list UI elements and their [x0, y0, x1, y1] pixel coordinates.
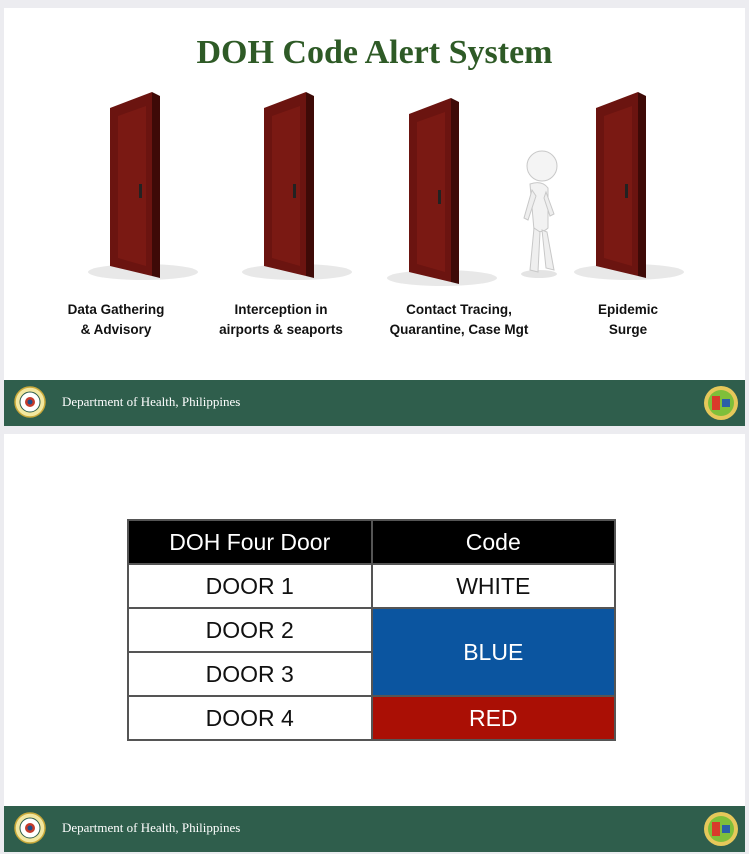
door-4-illustration [574, 86, 694, 286]
door-4-label-line1: Epidemic [597, 302, 659, 317]
code-cell-red: RED [372, 696, 616, 740]
door-1-label [31, 300, 201, 340]
door-2-label [196, 300, 366, 340]
doh-seal-icon [14, 386, 46, 418]
header-door: DOH Four Door [128, 520, 372, 564]
header-code: Code [372, 520, 616, 564]
door-1-illustration [88, 86, 208, 286]
four-door-code-table [127, 519, 616, 741]
door-cell: DOOR 2 [128, 608, 372, 652]
door-4-label [543, 300, 713, 340]
slide-code-alert-system [4, 8, 745, 426]
slide-four-door-table [4, 434, 745, 852]
department-name: Department of Health, Philippines [62, 820, 241, 835]
door-cell: DOOR 1 [128, 564, 372, 608]
door-4-label-line2: Surge [608, 322, 648, 337]
department-name: Department of Health, Philippines [62, 394, 241, 409]
door-3-label-line2: Quarantine, Case Mgt [389, 322, 529, 337]
door-cell: DOOR 4 [128, 696, 372, 740]
table-header-row [128, 520, 615, 564]
slide-footer [4, 380, 745, 426]
slide-footer [4, 806, 745, 852]
doh-seal-icon [14, 812, 46, 844]
door-3-label-line1: Contact Tracing, [406, 302, 512, 317]
door-3-label [374, 300, 544, 340]
table-row [128, 608, 615, 652]
table-row [128, 564, 615, 608]
table-row [128, 696, 615, 740]
door-cell: DOOR 3 [128, 652, 372, 696]
code-cell-white: WHITE [372, 564, 616, 608]
door-1-label-line1: Data Gathering [67, 302, 165, 317]
door-2-label-line2: airports & seaports [219, 322, 343, 337]
person-figure-illustration [514, 148, 564, 278]
door-2-illustration [242, 86, 362, 286]
door-1-label-line2: & Advisory [80, 322, 152, 337]
door-2-label-line1: Interception in [234, 302, 328, 317]
door-3-illustration [387, 92, 507, 292]
slide-title: DOH Code Alert System [196, 34, 553, 71]
program-badge-icon [703, 385, 739, 421]
code-cell-blue: BLUE [372, 608, 616, 696]
program-badge-icon [703, 811, 739, 847]
